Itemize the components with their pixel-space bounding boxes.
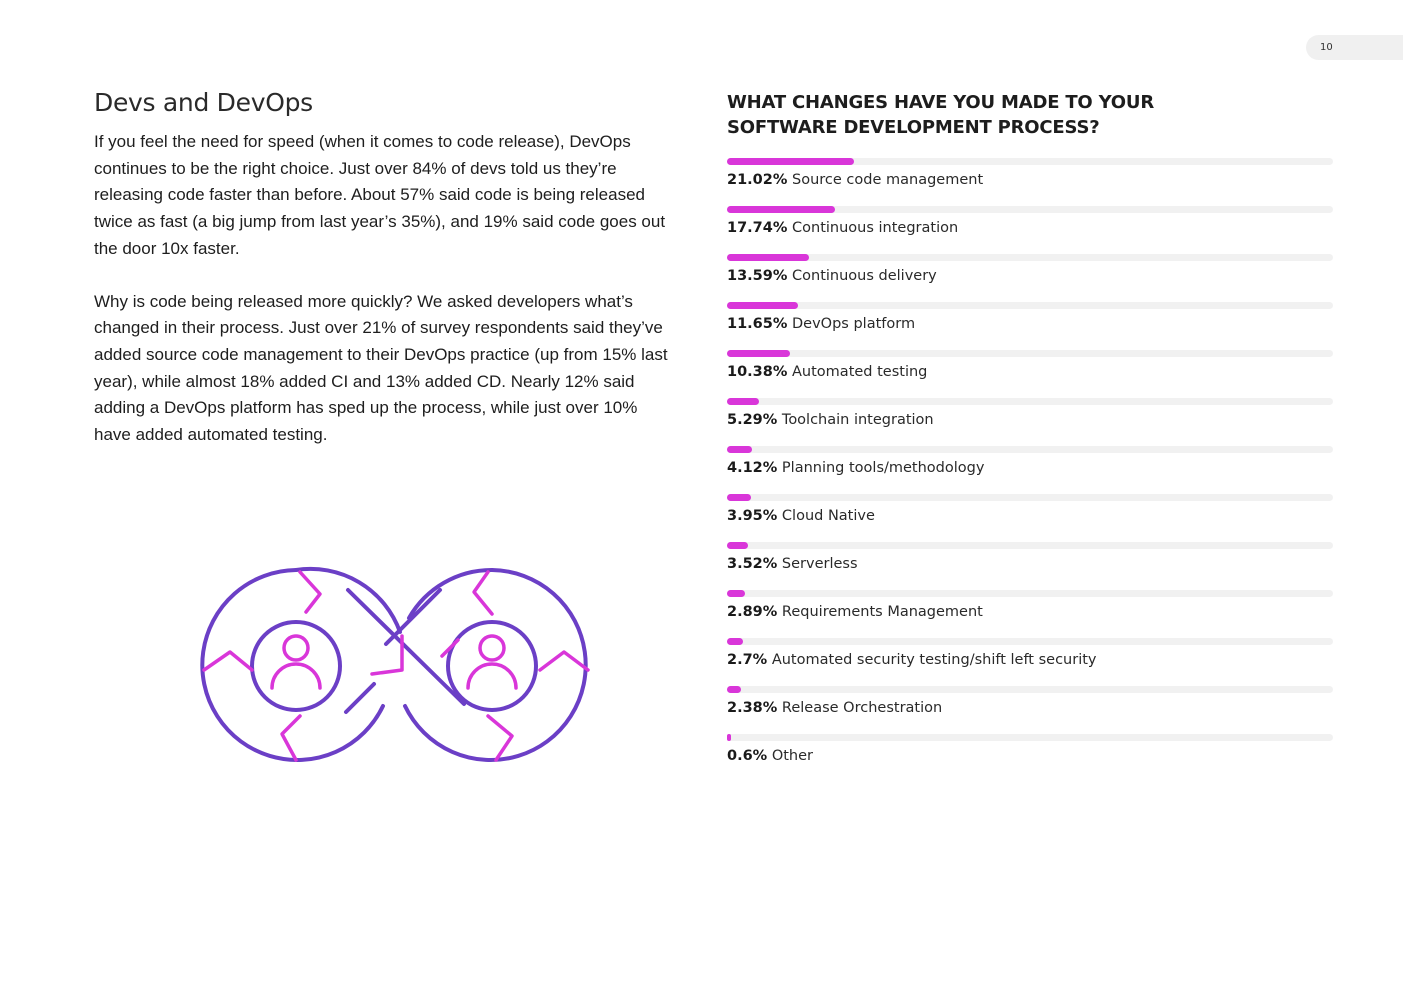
bar-label (727, 316, 915, 332)
bar-fill (727, 158, 854, 165)
chart (727, 90, 1333, 764)
article-paragraph-1: If you feel the need for speed (when it comes to code release), DevOps continues to be the right choice. Just over 84% of devs told us they’re releasing code faster than before. About 57% said code is being released twice as fast (a big jump from last year’s 35%), and 19% said code goes out the door 10x faster. (94, 132, 666, 258)
bar-track (727, 686, 1333, 693)
bar-value: 17.74% (727, 220, 788, 236)
bar-value: 3.52% (727, 556, 778, 572)
bar-category: Requirements Management (781, 604, 983, 620)
bar-value: 11.65% (727, 316, 788, 332)
bar-fill (727, 542, 748, 549)
bar-value: 21.02% (727, 172, 788, 188)
bar-category: Cloud Native (781, 508, 875, 524)
bar-category: Continuous delivery (792, 268, 937, 284)
bar-fill (727, 638, 743, 645)
bar-label (727, 652, 1097, 668)
bar-category: Planning tools/methodology (781, 460, 985, 476)
bar-track (727, 734, 1333, 741)
bar-fill (727, 686, 741, 693)
bar-category: Automated security testing/shift left security (771, 652, 1097, 668)
bar-category: Other (771, 748, 813, 764)
bar-label (727, 556, 858, 572)
bar-label (727, 220, 958, 236)
bar-category: Serverless (781, 556, 858, 572)
bar-row (727, 542, 1333, 590)
bar-label (727, 364, 927, 380)
bar-label (727, 508, 875, 524)
bar-fill (727, 446, 752, 453)
bar-row (727, 494, 1333, 542)
bar-row (727, 158, 1333, 206)
bar-category: Release Orchestration (781, 700, 943, 716)
bar-value: 10.38% (727, 364, 788, 380)
bar-track (727, 158, 1333, 165)
bar-label (727, 268, 937, 284)
bar-track (727, 302, 1333, 309)
bar-row (727, 206, 1333, 254)
bar-value: 5.29% (727, 412, 778, 428)
devops-infinity-people-icon (196, 566, 596, 766)
bar-label (727, 604, 983, 620)
bar-value: 2.38% (727, 700, 778, 716)
bar-category: Automated testing (792, 364, 928, 380)
bar-value: 4.12% (727, 460, 778, 476)
bar-fill (727, 398, 759, 405)
page-number: 10 (1320, 42, 1333, 53)
bar-category: DevOps platform (792, 316, 916, 332)
bar-label (727, 460, 984, 476)
page-number-tab (1306, 35, 1403, 60)
bar-label (727, 172, 983, 188)
bar-row (727, 302, 1333, 350)
bar-fill (727, 734, 731, 741)
bar-category: Continuous integration (792, 220, 959, 236)
bar-fill (727, 302, 798, 309)
bar-row (727, 254, 1333, 302)
bar-fill (727, 590, 745, 597)
bar-row (727, 350, 1333, 398)
bar-track (727, 398, 1333, 405)
bar-row (727, 734, 1333, 782)
bar-value: 0.6% (727, 748, 768, 764)
bar-label (727, 700, 942, 716)
bar-value: 2.7% (727, 652, 768, 668)
bar-row (727, 686, 1333, 734)
article (94, 88, 674, 449)
bar-category: Source code management (792, 172, 984, 188)
chart-title: WHAT CHANGES HAVE YOU MADE TO YOUR SOFTWARE DEVELOPMENT PROCESS? (727, 92, 1154, 138)
bar-row (727, 398, 1333, 446)
bar-value: 2.89% (727, 604, 778, 620)
bar-value: 13.59% (727, 268, 788, 284)
bar-track (727, 254, 1333, 261)
chart-bars (727, 158, 1333, 782)
bar-track (727, 206, 1333, 213)
bar-row (727, 590, 1333, 638)
bar-track (727, 350, 1333, 357)
bar-label (727, 412, 934, 428)
bar-label (727, 748, 813, 764)
bar-track (727, 494, 1333, 501)
bar-row (727, 446, 1333, 494)
bar-fill (727, 254, 809, 261)
bar-track (727, 542, 1333, 549)
bar-fill (727, 350, 790, 357)
bar-row (727, 638, 1333, 686)
article-paragraph-2: Why is code being released more quickly? We asked developers what’s changed in their process. Just over 21% of survey respondents said they’ve added source code management to their DevOps practice (up from 15% last year), while almost 18% added CI and 13% added CD. Nearly 12% said adding a DevOps platform has sped up the process, while just over 10% have added automated testing. (94, 291, 668, 445)
bar-fill (727, 494, 751, 501)
bar-category: Toolchain integration (781, 412, 934, 428)
article-title: Devs and DevOps (94, 88, 313, 117)
bar-track (727, 638, 1333, 645)
bar-fill (727, 206, 835, 213)
bar-track (727, 446, 1333, 453)
bar-value: 3.95% (727, 508, 778, 524)
bar-track (727, 590, 1333, 597)
